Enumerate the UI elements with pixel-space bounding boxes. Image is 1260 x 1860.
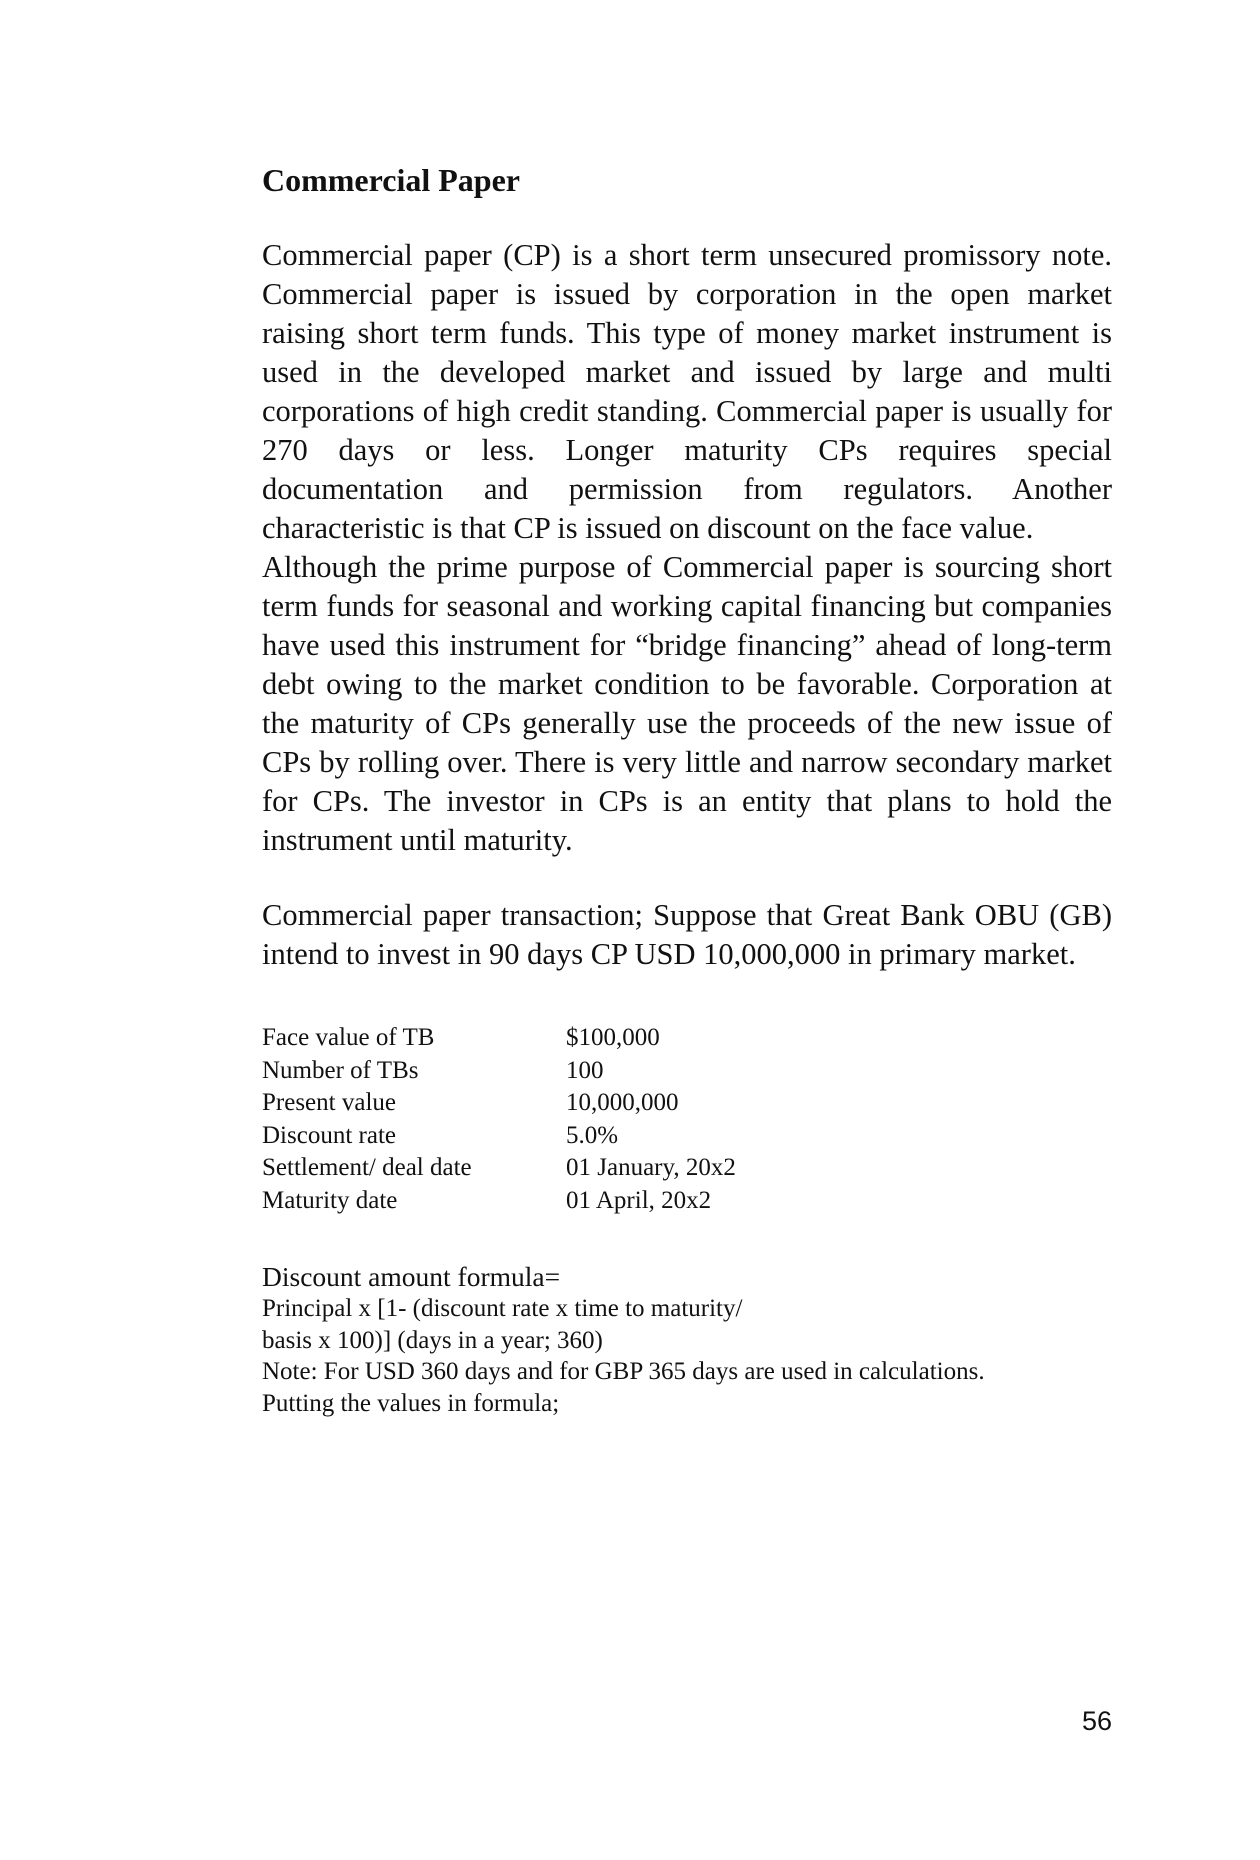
paragraph-purpose: Although the prime purpose of Commercial paper is sourcing short term funds for seasonal and working capital financing but companies have used this instrument for “bridge financing” ahead of long-term debt owing to the market condition to be favorable. Corporation at the maturity of CPs generally use the proceeds of the new issue of CPs by rolling over. There is very little and narrow secondary market for CPs. The investor in CPs is an entity that plans to hold the instrument until maturity.: [262, 550, 1112, 857]
table-row: [262, 1152, 1112, 1185]
table-row: [262, 1120, 1112, 1153]
row-label: Face value of TB: [262, 1024, 435, 1051]
section-heading: Commercial Paper: [262, 162, 520, 198]
row-value: 10,000,000: [566, 1089, 679, 1116]
paragraph-definition: Commercial paper (CP) is a short term unsecured promissory note. Commercial paper is issued by corporation in the open market raising short term funds. This type of money market instrument is used in the developed market and issued by large and multi corporations of high credit standing. Commercial paper is usually for 270 days or less. Longer maturity CPs requires special documentation and permission from regulators. Another characteristic is that CP is issued on discount on the face value.: [262, 238, 1112, 545]
row-value: $100,000: [566, 1024, 660, 1051]
page-content: [262, 160, 1112, 1419]
paragraph-transaction: Commercial paper transaction; Suppose that Great Bank OBU (GB) intend to invest in 90 days CP USD 10,000,000 in primary market.: [262, 898, 1112, 971]
transaction-details-table: [262, 1022, 1112, 1217]
formula-title: Discount amount formula=: [262, 1261, 561, 1292]
page-number: 56: [1081, 1706, 1112, 1736]
row-value: 01 April, 20x2: [566, 1186, 712, 1214]
table-row: [262, 1055, 1112, 1088]
row-label: Settlement/ deal date: [262, 1154, 472, 1181]
row-label: Discount rate: [262, 1121, 396, 1149]
row-label: Maturity date: [262, 1186, 398, 1214]
formula-closing: Putting the values in formula;: [262, 1389, 560, 1417]
table-row: [262, 1022, 1112, 1055]
row-label: Number of TBs: [262, 1056, 419, 1084]
row-value: 01 January, 20x2: [566, 1154, 736, 1181]
formula-line: Principal x [1- (discount rate x time to maturity/: [262, 1295, 743, 1322]
formula-line: basis x 100)] (days in a year; 360): [262, 1326, 603, 1354]
formula-block: [262, 1261, 1112, 1419]
row-label: Present value: [262, 1089, 396, 1116]
table-row: [262, 1087, 1112, 1120]
table-row: [262, 1185, 1112, 1218]
row-value: 5.0%: [566, 1121, 619, 1149]
row-value: 100: [566, 1056, 604, 1084]
formula-note: Note: For USD 360 days and for GBP 365 days are used in calculations.: [262, 1358, 985, 1385]
